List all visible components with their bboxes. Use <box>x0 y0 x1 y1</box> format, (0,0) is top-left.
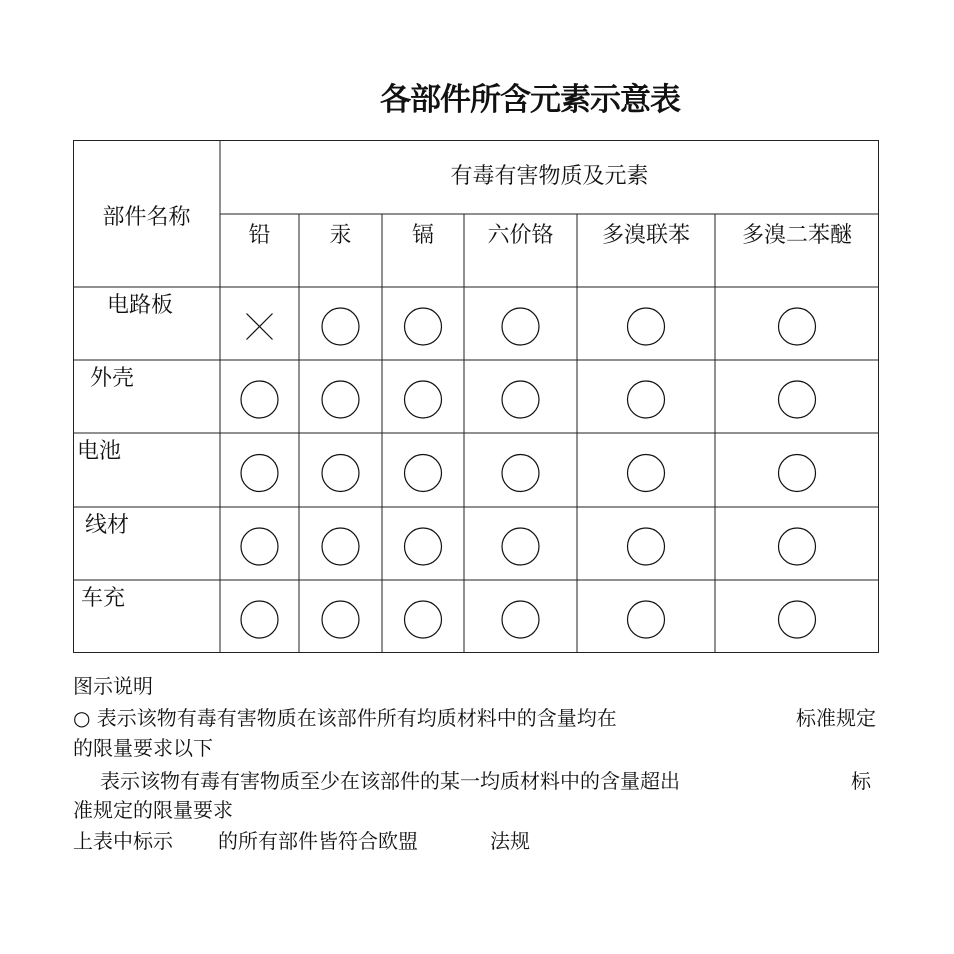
column-header: 多溴二苯醚 <box>741 223 852 248</box>
compliant-circle-mark <box>779 308 816 345</box>
column-header: 铅 <box>248 223 271 248</box>
compliant-circle-mark <box>779 455 816 492</box>
exceeds-cross-mark <box>247 314 273 340</box>
compliant-circle-mark <box>628 601 665 638</box>
compliant-circle-mark <box>502 528 539 565</box>
compliant-circle-mark <box>779 528 816 565</box>
compliant-circle-mark <box>405 455 442 492</box>
row-name: 车充 <box>81 586 126 611</box>
row-name: 外壳 <box>90 366 135 391</box>
row-name: 电路板 <box>107 293 174 318</box>
legend-heading: 图示说明 <box>73 674 153 698</box>
compliant-circle-mark <box>322 381 359 418</box>
compliance-note-start: 上表中标示 <box>73 829 173 853</box>
circle-note-line1-end: 标准规定 <box>796 706 876 730</box>
column-header: 镉 <box>411 223 434 248</box>
compliant-circle-mark <box>241 381 278 418</box>
compliant-circle-mark <box>405 308 442 345</box>
compliant-circle-mark <box>502 601 539 638</box>
compliant-circle-mark <box>241 455 278 492</box>
compliant-circle-mark <box>779 601 816 638</box>
compliant-circle-mark <box>628 528 665 565</box>
cross-note-line1-end: 标 <box>851 769 871 793</box>
compliant-circle-mark <box>405 601 442 638</box>
compliant-circle-mark <box>628 308 665 345</box>
column-header: 多溴联苯 <box>601 223 690 248</box>
corner-header: 部件名称 <box>102 205 191 230</box>
column-header: 汞 <box>329 223 352 248</box>
compliant-circle-mark <box>322 308 359 345</box>
compliant-circle-mark <box>502 381 539 418</box>
compliant-circle-mark <box>241 601 278 638</box>
row-name: 电池 <box>77 439 122 464</box>
substance-table <box>73 140 879 653</box>
column-header: 六价铬 <box>487 223 554 248</box>
compliant-circle-mark <box>502 455 539 492</box>
cross-note-line2: 准规定的限量要求 <box>73 798 233 822</box>
cross-note-line1: 表示该物有毒有害物质至少在该部件的某一均质材料中的含量超出 <box>100 769 680 793</box>
compliant-circle-mark <box>322 455 359 492</box>
page-title: 各部件所含元素示意表 <box>380 82 680 118</box>
group-header: 有毒有害物质及元素 <box>450 164 649 189</box>
compliant-circle-mark <box>405 528 442 565</box>
compliant-circle-mark <box>322 528 359 565</box>
compliance-note-end: 法规 <box>490 829 530 853</box>
circle-note-line1: ○ 表示该物有毒有害物质在该部件所有均质材料中的含量均在 <box>73 706 617 730</box>
compliant-circle-mark <box>322 601 359 638</box>
compliant-circle-mark <box>628 455 665 492</box>
compliant-circle-mark <box>241 528 278 565</box>
circle-note-line2: 的限量要求以下 <box>73 736 213 760</box>
compliant-circle-mark <box>628 381 665 418</box>
compliant-circle-mark <box>405 381 442 418</box>
compliance-note-middle: 的所有部件皆符合欧盟 <box>218 829 418 853</box>
compliant-circle-mark <box>779 381 816 418</box>
compliant-circle-mark <box>502 308 539 345</box>
row-name: 线材 <box>85 513 130 538</box>
